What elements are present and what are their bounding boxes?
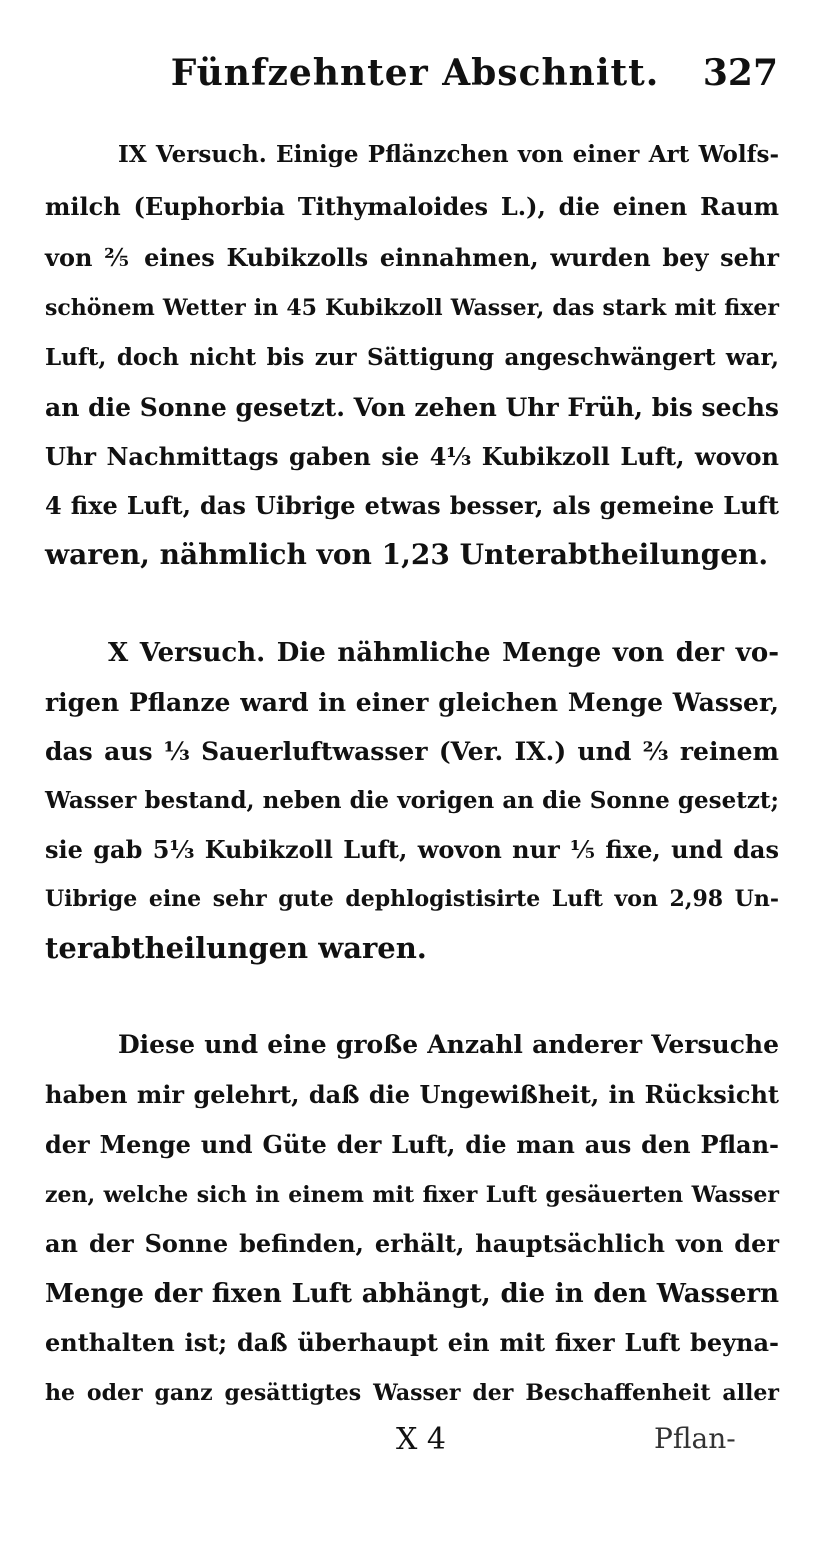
text-line: das aus ⅓ Sauerluftwasser (Ver. IX.) und ⅔ reinem [45, 737, 779, 766]
page-number: 327 [702, 52, 778, 94]
text-line: enthalten ist; daß überhaupt ein mit fixer Luft beyna- [45, 1328, 779, 1357]
text-line: 4 fixe Luft, das Uibrige etwas besser, als gemeine Luft [45, 491, 779, 520]
text-line: rigen Pflanze ward in einer gleichen Menge Wasser, [45, 688, 779, 717]
text-line: sie gab 5⅓ Kubikzoll Luft, wovon nur ⅕ fixe, und das [45, 835, 779, 864]
text-line: he oder ganz gesättigtes Wasser der Beschaffenheit aller [45, 1380, 779, 1406]
text-line: schönem Wetter in 45 Kubikzoll Wasser, das stark mit fixer [45, 295, 779, 321]
text-line: milch (Euphorbia Tithymaloides L.), die einen Raum [45, 192, 779, 221]
text-line: an die Sonne gesetzt. Von zehen Uhr Früh, bis sechs [45, 393, 779, 422]
text-line: an der Sonne befinden, erhält, hauptsächlich von der [45, 1229, 779, 1258]
text-line: Diese und eine große Anzahl anderer Versuche [118, 1030, 779, 1059]
text-line: haben mir gelehrt, daß die Ungewißheit, in Rücksicht [45, 1080, 779, 1109]
text-line: IX Versuch. Einige Pflänzchen von einer Art Wolfs- [118, 141, 779, 168]
text-line: X Versuch. Die nähmliche Menge von der vo- [108, 638, 779, 668]
text-line: zen, welche sich in einem mit fixer Luft gesäuerten Wasser [45, 1182, 779, 1208]
text-line: Luft, doch nicht bis zur Sättigung angeschwängert war, [45, 344, 779, 371]
text-line: Menge der fixen Luft abhängt, die in den Wassern [45, 1279, 779, 1309]
text-line: von ⅖ eines Kubikzolls einnahmen, wurden bey sehr [45, 243, 779, 272]
catchword: Pflan- [654, 1422, 736, 1455]
signature-mark: X 4 [396, 1422, 446, 1457]
running-head-title: Fünfzehnter Abschnitt. [170, 52, 660, 94]
text-line: waren, nähmlich von 1,23 Unterabtheilungen. [45, 538, 769, 571]
text-line: terabtheilungen waren. [45, 931, 427, 965]
text-line: Wasser bestand, neben die vorigen an die Sonne gesetzt; [45, 787, 779, 814]
text-line: der Menge und Güte der Luft, die man aus den Pflan- [45, 1130, 779, 1159]
text-line: Uhr Nachmittags gaben sie 4⅓ Kubikzoll Luft, wovon [45, 442, 779, 471]
text-line: Uibrige eine sehr gute dephlogistisirte Luft von 2,98 Un- [45, 886, 779, 912]
